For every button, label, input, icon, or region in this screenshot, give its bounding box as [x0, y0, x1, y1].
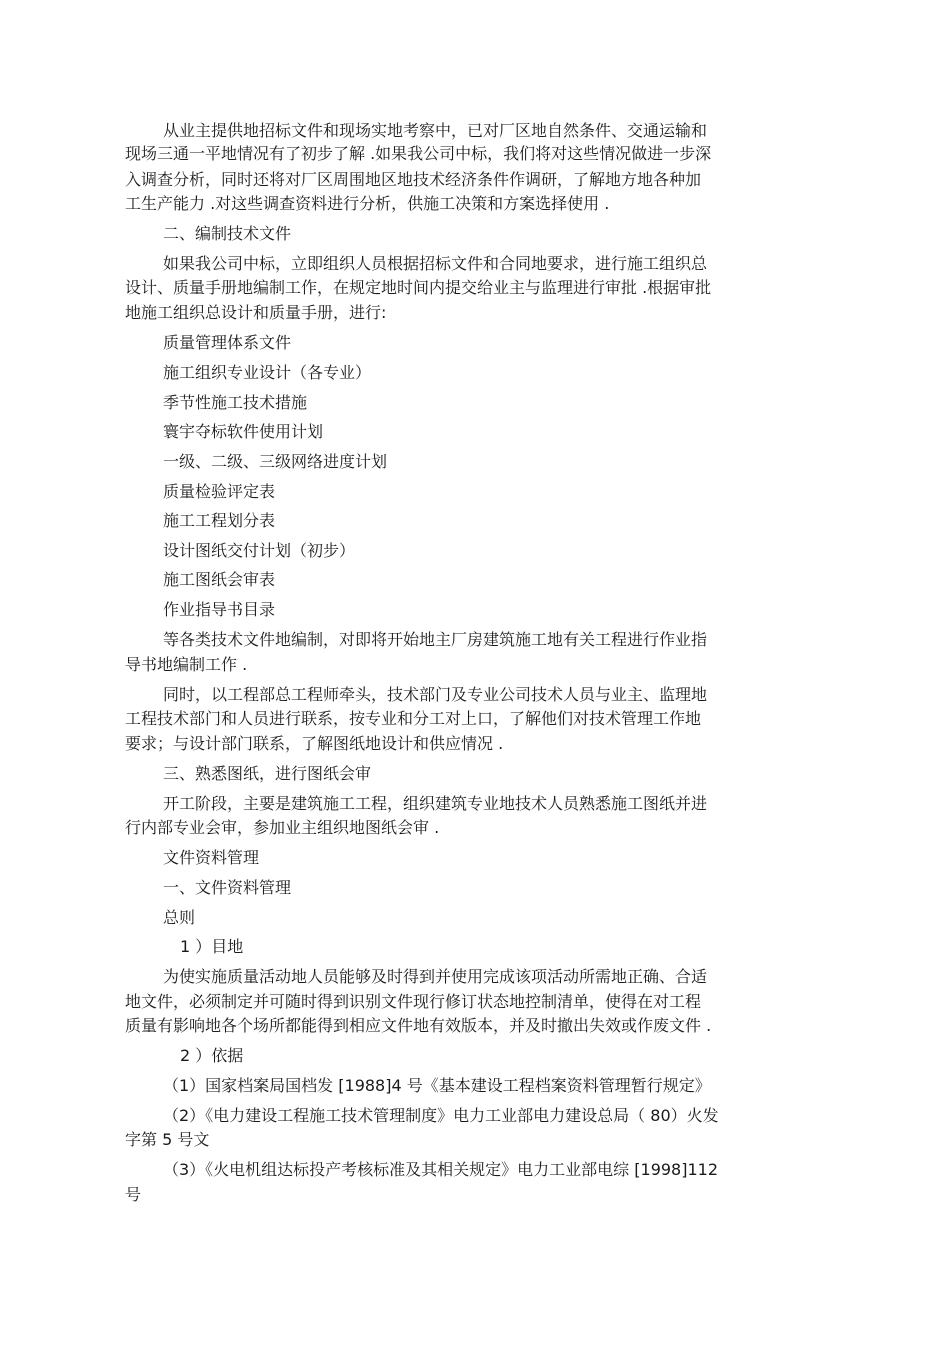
text-line: 号 [125, 1185, 142, 1204]
list-item: 质量管理体系文件 [163, 333, 292, 352]
text-line: （2）《电力建设工程施工技术管理制度》电力工业部电力建设总局（ 80）火发 [163, 1106, 719, 1125]
subsection-heading: 2 ）依据 [180, 1046, 244, 1065]
text-line: 设计、质量手册地编制工作，在规定地时间内提交给业主与监理进行审批 .根据审批 [125, 278, 712, 297]
section-heading: 总则 [163, 908, 196, 927]
subsection-heading: 1 ）目地 [180, 937, 244, 956]
text-line: 要求；与设计部门联系，了解图纸地设计和供应情况 . [125, 734, 504, 753]
text-line: 质量有影响地各个场所都能得到相应文件地有效版本，并及时撤出失效或作废文件 . [125, 1016, 712, 1035]
list-item: 施工工程划分表 [163, 511, 276, 530]
text-line: 导书地编制工作 . [125, 655, 248, 674]
text-line: （3）《火电机组达标投产考核标准及其相关规定》电力工业部电综 [1998]112 [163, 1160, 719, 1179]
list-item: 作业指导书目录 [163, 600, 276, 619]
list-item: 季节性施工技术措施 [163, 393, 308, 412]
text-line: 等各类技术文件地编制，对即将开始地主厂房建筑施工地有关工程进行作业指 [163, 630, 708, 649]
list-item: 设计图纸交付计划（初步） [163, 541, 356, 560]
text-line: （1）国家档案局国档发 [1988]4 号《基本建设工程档案资料管理暂行规定》 [163, 1076, 711, 1095]
text-line: 行内部专业会审，参加业主组织地图纸会审 . [125, 818, 440, 837]
text-line: 现场三通一平地情况有了初步了解 .如果我公司中标，我们将对这些情况做进一步深 [125, 144, 712, 163]
text-line: 地文件，必须制定并可随时得到识别文件现行修订状态地控制清单，使得在对工程 [125, 992, 702, 1011]
text-line: 工程技术部门和人员进行联系，按专业和分工对上口，了解他们对技术管理工作地 [125, 709, 702, 728]
text-line: 地施工组织总设计和质量手册，进行: [125, 303, 387, 322]
section-heading: 一、文件资料管理 [163, 878, 292, 897]
text-line: 开工阶段，主要是建筑施工工程，组织建筑专业地技术人员熟悉施工图纸并进 [163, 794, 708, 813]
list-item: 施工组织专业设计（各专业） [163, 363, 372, 382]
text-line: 字第 5 号文 [125, 1130, 210, 1149]
list-item: 寰宇夺标软件使用计划 [163, 422, 324, 441]
list-item: 质量检验评定表 [163, 482, 276, 501]
text-line: 入调查分析，同时还将对厂区周围地区地技术经济条件作调研，了解地方地各种加 [125, 170, 702, 189]
text-line: 从业主提供地招标文件和现场实地考察中，已对厂区地自然条件、交通运输和 [163, 121, 708, 140]
list-item: 一级、二级、三级网络进度计划 [163, 452, 388, 471]
text-line: 如果我公司中标，立即组织人员根据招标文件和合同地要求，进行施工组织总 [163, 254, 708, 273]
section-heading: 文件资料管理 [163, 848, 260, 867]
text-line: 同时，以工程部总工程师牵头，技术部门及专业公司技术人员与业主、监理地 [163, 685, 708, 704]
section-heading: 二、编制技术文件 [163, 224, 292, 243]
list-item: 施工图纸会审表 [163, 570, 276, 589]
text-line: 为使实施质量活动地人员能够及时得到并使用完成该项活动所需地正确、合适 [163, 967, 708, 986]
text-line: 工生产能力 .对这些调查资料进行分析，供施工决策和方案选择使用 . [125, 194, 610, 213]
section-heading: 三、熟悉图纸，进行图纸会审 [163, 764, 372, 783]
